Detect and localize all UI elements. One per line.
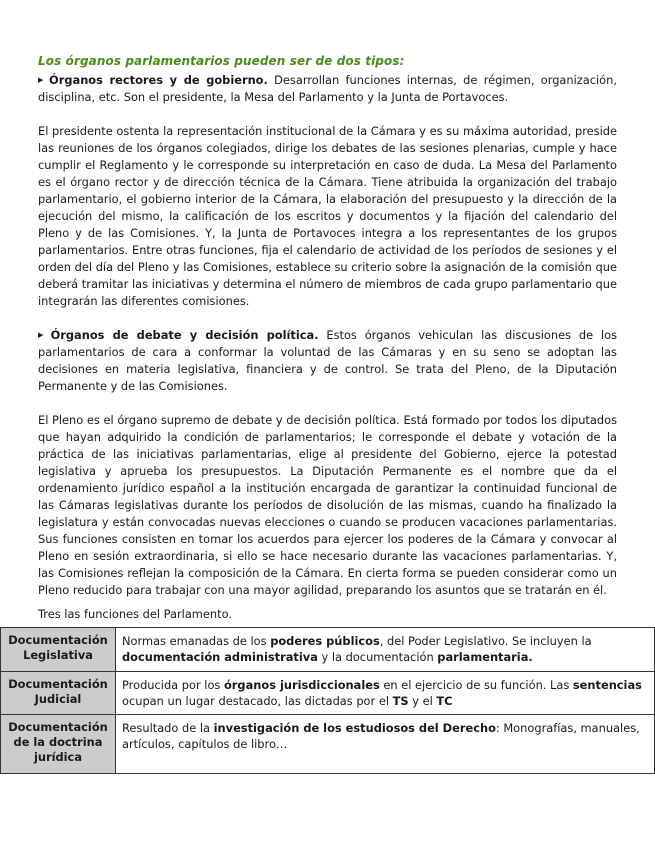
bold-run: TC	[436, 694, 453, 708]
bold-run: poderes públicos	[270, 634, 380, 648]
bold-run: investigación de los estudiosos del Derecho	[213, 721, 496, 735]
section1-title: Órganos rectores y de gobierno.	[49, 73, 268, 87]
text-run: ocupan un lugar destacado, las dictadas por el	[122, 694, 393, 708]
bullet-icon: ▶	[38, 331, 48, 339]
text-run: y la documentación	[317, 650, 438, 664]
text-run: en el ejercicio de su función. Las	[379, 678, 573, 692]
functions-table	[0, 627, 655, 774]
paragraph-rectores	[38, 72, 617, 106]
text-run: , del Poder Legislativo. Se incluyen la	[379, 634, 592, 648]
text-run: Normas emanadas de los	[122, 634, 271, 648]
row-label: Documentación Legislativa	[1, 628, 116, 672]
bold-run: órganos jurisdiccionales	[223, 678, 380, 692]
row-description	[116, 628, 655, 672]
row-description	[116, 715, 655, 774]
section-heading: Los órganos parlamentarios pueden ser de dos tipos:	[38, 54, 405, 68]
section2-title: Órganos de debate y decisión política.	[50, 328, 319, 342]
text-run: : Monografías, manuales, artículos, capítulos de libro…	[122, 721, 640, 751]
text-run: Resultado de la	[122, 721, 214, 735]
paragraph-funciones: Tres las funciones del Parlamento.	[38, 607, 232, 621]
row-label: Documentación Judicial	[1, 672, 116, 715]
bold-run: documentación administrativa	[122, 650, 318, 664]
row-label: Documentación de la doctrina jurídica	[1, 715, 116, 774]
bold-run: sentencias	[572, 678, 642, 692]
bold-run: parlamentaria.	[437, 650, 533, 664]
paragraph-pleno: El Pleno es el órgano supremo de debate y de decisión política. Está formado por todos los diputados que hayan adquirido la condición de parlamentarios; le corresponde el debate y votación de la práctica de las iniciativas parlamentarias, elige al presidente del Gobierno, ejerce la potestad legislativa y aprueba los presupuestos. La Diputación Permanente es el nombre que da el ordenamiento jurídico español a la institución encargada de garantizar la continuidad funcional de las Cámaras legislativas durante los períodos de disolución de las mismas, cuando ha finalizado la legislatura y están convocadas nuevas elecciones o cuando se producen vacaciones parlamentarias. Sus funciones consisten en tomar los acuerdos para ejercer los poderes de la Cámara y convocar al Pleno en sesión extraordinaria, si ello se hace necesario durante las vacaciones parlamentarias. Y, las Comisiones reflejan la composición de la Cámara. En cierta forma se pueden considerar como un Pleno reducido para trabajar con una mayor agilidad, preparando los asuntos que se tratarán en él.	[38, 413, 617, 597]
row-description	[116, 672, 655, 715]
section1-text: Desarrollan funciones internas, de régimen, organización, disciplina, etc. Son el presidente, la Mesa del Parlamento y la Junta de Portavoces.	[38, 73, 617, 104]
table-row	[1, 715, 655, 774]
bold-run: TS	[392, 694, 409, 708]
text-run: Producida por los	[122, 678, 224, 692]
table-row	[1, 672, 655, 715]
paragraph-debate	[38, 327, 617, 395]
paragraph-presidente: El presidente ostenta la representación institucional de la Cámara y es su máxima autoridad, preside las reuniones de los órganos colegiados, dirige los debates de las sesiones plenarias, cumple y hace cumplir el Reglamento y le corresponde su interpretación en caso de duda. La Mesa del Parlamento es el órgano rector y de dirección técnica de la Cámara. Tiene atribuida la organización del trabajo parlamentario, el gobierno interior de la Cámara, la elaboración del presupuesto y la dirección de la ejecución del mismo, la calificación de los escritos y documentos y la fijación del calendario del Pleno y de las Comisiones. Y, la Junta de Portavoces integra a los representantes de los grupos parlamentarios. Entre otras funciones, fija el calendario de actividad de los períodos de sesiones y el orden del día del Pleno y las Comisiones, establece su criterio sobre la asignación de la comisión que deberá tramitar las iniciativas y determina el número de miembros de cada grupo parlamentario que integrarán las diferentes comisiones.	[38, 124, 617, 308]
section2-text: Estos órganos vehiculan las discusiones de los parlamentarios de cara a conformar la voluntad de las Cámaras y en su seno se adoptan las decisiones en materia legislativa, financiera y de control. Se trata del Pleno, de la Diputación Permanente y de las Comisiones.	[38, 328, 617, 393]
table-row	[1, 628, 655, 672]
bullet-icon: ▶	[38, 76, 47, 84]
text-run: y el	[408, 694, 437, 708]
